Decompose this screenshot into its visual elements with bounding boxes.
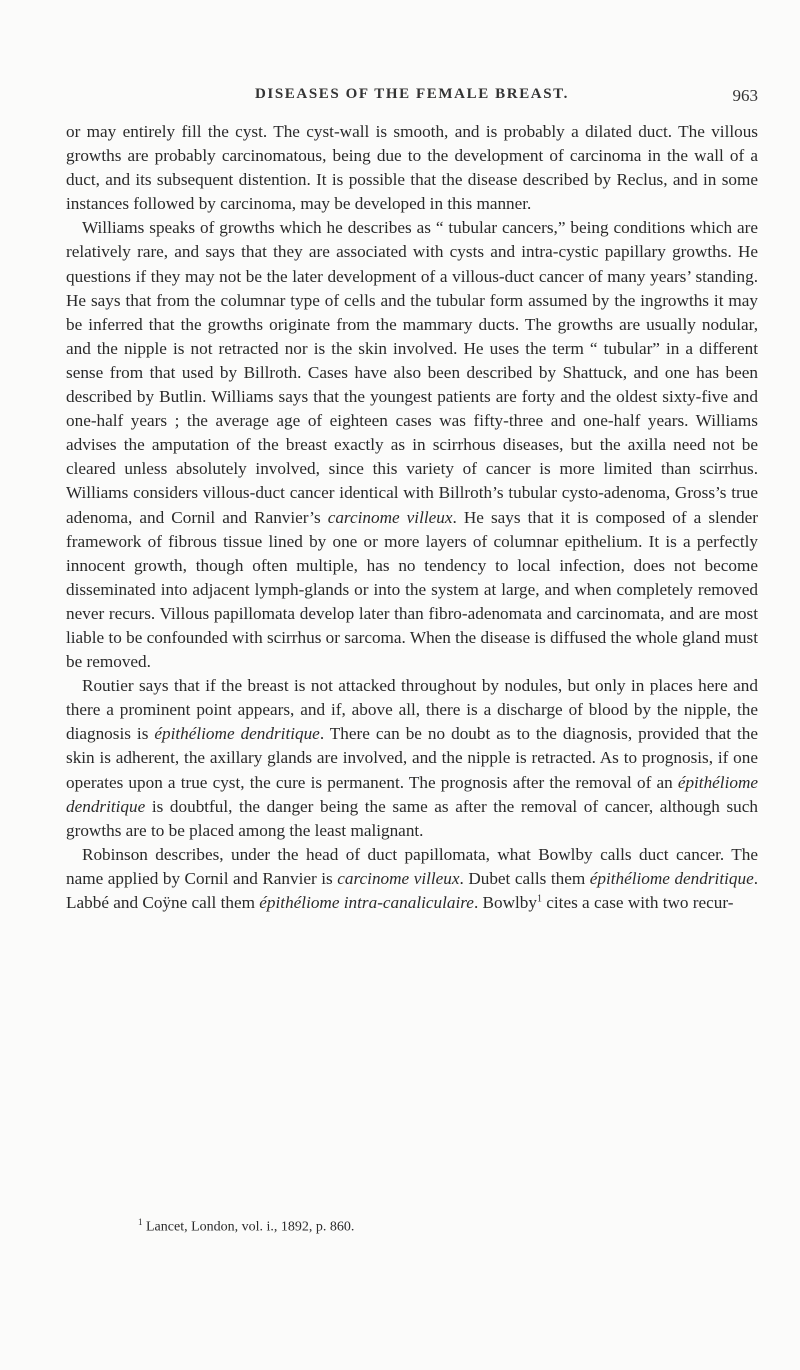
paragraph (66, 674, 758, 843)
footnote (138, 1213, 738, 1237)
italic-term: épithéliome dendritique (154, 724, 320, 744)
text-run: . Bowlby (473, 893, 537, 912)
footnote-marker: 1 (138, 1217, 143, 1227)
text-run: . He says that it is composed of a slender framework of fibrous tissue lined by one or more layers of columnar epithelium. It is a perfectly innocent growth, though often multiple, has no tendency to local infection, does not become disseminated into adjacent lymph-glands or into the system at large, and when completely removed never recurs. Villous papillomata develop later than fibro-adenomata and carcinomata, and are most liable to be confounded with scirrhus or sarcoma. When the disease is diffused the whole gland must be removed. (66, 507, 759, 672)
italic-term: carcinome villeux (327, 507, 453, 527)
running-title: DISEASES OF THE FEMALE BREAST. (254, 86, 570, 102)
paragraph (66, 216, 758, 674)
text-run: cites a case with two recur- (541, 893, 734, 912)
text-run: . Dubet calls them (459, 868, 590, 888)
body-text (66, 120, 758, 915)
italic-term: carcinome villeux (337, 868, 460, 888)
page-number: 963 (732, 86, 758, 105)
footnote-reference: 1 (536, 893, 542, 905)
text-run: Robinson describes, under the head of duct papillomata, what Bowlby calls duct cancer. The name applied by Cornil and Ranvier is (66, 844, 758, 888)
text-run: . Labbé and Coÿne call them (66, 868, 758, 912)
italic-term: épithéliome dendritique (66, 772, 758, 816)
paragraph (66, 120, 758, 216)
paragraph (66, 843, 758, 915)
italic-term: épithéliome intra-canaliculaire (259, 893, 474, 912)
footnote-text: Lancet, London, vol. i., 1892, p. 860. (146, 1219, 355, 1235)
text-run: Williams speaks of growths which he describes as “ tubular cancers,” being conditions which are relatively rare, and says that they are associated with cysts and intra-cystic papillary growths. He questions if they may not be the later development of a villous-duct cancer of many years’ standing. He says that from the columnar type of cells and the tubular form assumed by the ingrowths it may be inferred that the growths originate from the mammary ducts. The growths are usually nodular, and the nipple is not retracted nor is the skin involved. He uses the term “ tubular” in a different sense from that used by Billroth. Cases have also been described by Shattuck, and one has been described by Butlin. Williams says that the youngest patients are forty and the oldest sixty-five and one-half years ; the average age of eighteen cases was fifty-three and one-half years. Williams advises the amputation of the breast exactly as in scirrhous diseases, but the axilla need not be cleared unless absolutely involved, since this variety of cancer is more limited than scirrhus. Williams considers villous-duct cancer identical with Billroth’s tubular cysto-adenoma, Gross’s true adenoma, and Cornil and Ranvier’s (66, 218, 758, 527)
italic-term: épithéliome dendritique (589, 868, 754, 888)
text-run: Routier says that if the breast is not attacked throughout by nodules, but only in places here and there a prominent point appears, and if, above all, there is a discharge of blood by the nipple, the diagnosis is (66, 676, 758, 744)
text-run: or may entirely fill the cyst. The cyst-wall is smooth, and is probably a dilated duct. The villous growths are probably carcinomatous, being due to the development of carcinoma in the wall of a duct, and its subsequent distention. It is possible that the disease described by Reclus, and in some instances followed by carcinoma, may be developed in this manner. (66, 122, 758, 214)
page-header (66, 86, 758, 110)
text-run: . There can be no doubt as to the diagnosis, provided that the skin is adherent, the axillary glands are involved, and the nipple is retracted. As to prognosis, if one operates upon a true cyst, the cure is permanent. The prognosis after the removal of an (66, 724, 758, 792)
text-run: is doubtful, the danger being the same as after the removal of cancer, although such growths are to be placed among the least malignant. (66, 796, 758, 840)
